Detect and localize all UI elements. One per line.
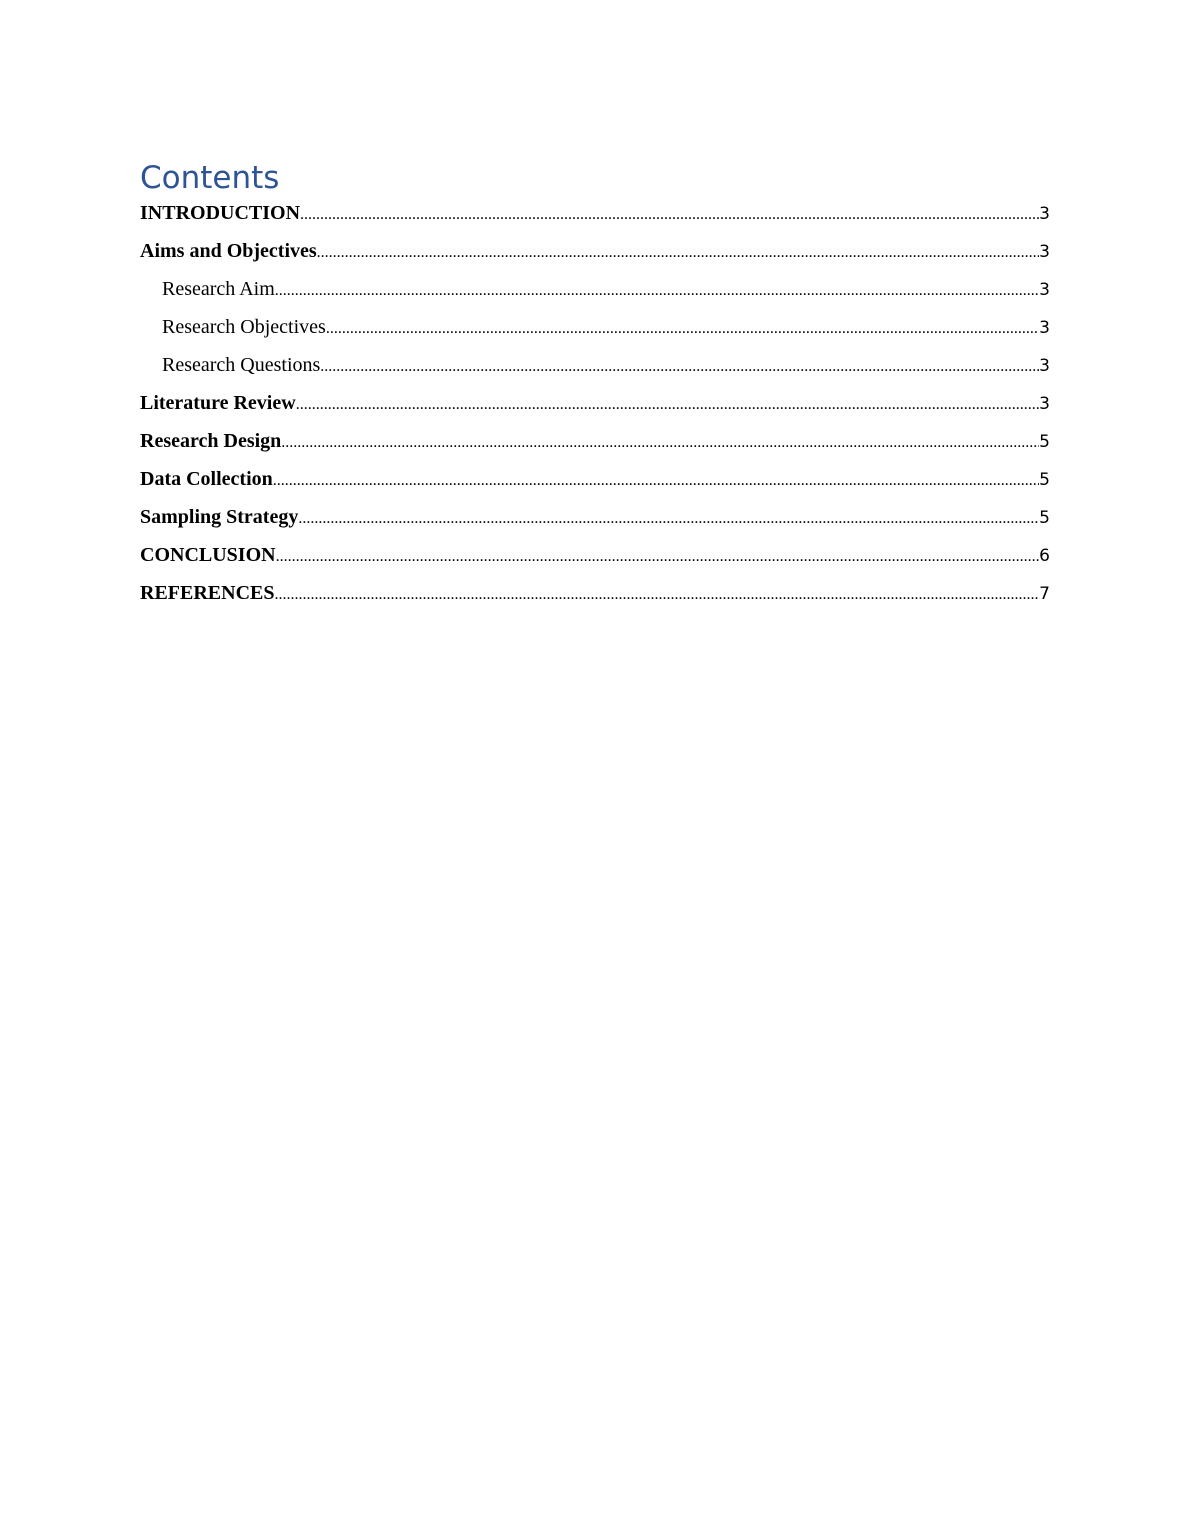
toc-entry-page: 3 xyxy=(1039,394,1050,414)
toc-entry[interactable] xyxy=(140,354,1050,392)
dot-leader xyxy=(296,396,1039,414)
toc-entry-page: 5 xyxy=(1039,508,1050,528)
toc-entry-label: CONCLUSION xyxy=(140,544,276,566)
dot-leader xyxy=(326,320,1039,338)
dot-leader xyxy=(298,510,1039,528)
toc-entry[interactable] xyxy=(140,202,1050,240)
toc-entry[interactable] xyxy=(140,582,1050,620)
toc-entry[interactable] xyxy=(140,392,1050,430)
toc-entry[interactable] xyxy=(140,544,1050,582)
toc-entry[interactable] xyxy=(140,430,1050,468)
dot-leader xyxy=(275,282,1039,300)
toc-entry-page: 5 xyxy=(1039,432,1050,452)
dot-leader xyxy=(317,244,1040,262)
toc-entry-page: 3 xyxy=(1039,356,1050,376)
toc-title: Contents xyxy=(140,160,280,196)
dot-leader xyxy=(300,206,1039,224)
toc-entry-page: 3 xyxy=(1039,280,1050,300)
table-of-contents xyxy=(140,202,1050,620)
dot-leader xyxy=(281,434,1039,452)
toc-entry-page: 3 xyxy=(1039,318,1050,338)
dot-leader xyxy=(273,472,1039,490)
dot-leader xyxy=(276,548,1040,566)
toc-entry[interactable] xyxy=(140,468,1050,506)
toc-entry-page: 3 xyxy=(1039,242,1050,262)
toc-entry-label: Aims and Objectives xyxy=(140,240,317,262)
toc-entry[interactable] xyxy=(140,240,1050,278)
toc-entry-label: Literature Review xyxy=(140,392,296,414)
toc-entry-label: Research Design xyxy=(140,430,282,452)
toc-entry-page: 3 xyxy=(1039,204,1050,224)
toc-entry-page: 7 xyxy=(1039,584,1050,604)
toc-entry-label: Research Aim xyxy=(162,278,275,300)
toc-entry[interactable] xyxy=(140,506,1050,544)
toc-entry[interactable] xyxy=(140,278,1050,316)
toc-entry-label: Research Questions xyxy=(162,354,321,376)
toc-entry-label: Research Objectives xyxy=(162,316,326,338)
toc-entry-label: REFERENCES xyxy=(140,582,275,604)
toc-entry-label: Data Collection xyxy=(140,468,273,490)
toc-entry-page: 6 xyxy=(1039,546,1050,566)
toc-entry-page: 5 xyxy=(1039,470,1050,490)
toc-entry-label: Sampling Strategy xyxy=(140,506,299,528)
dot-leader xyxy=(320,358,1039,376)
toc-entry-label: INTRODUCTION xyxy=(140,202,301,224)
dot-leader xyxy=(274,586,1039,604)
toc-entry[interactable] xyxy=(140,316,1050,354)
